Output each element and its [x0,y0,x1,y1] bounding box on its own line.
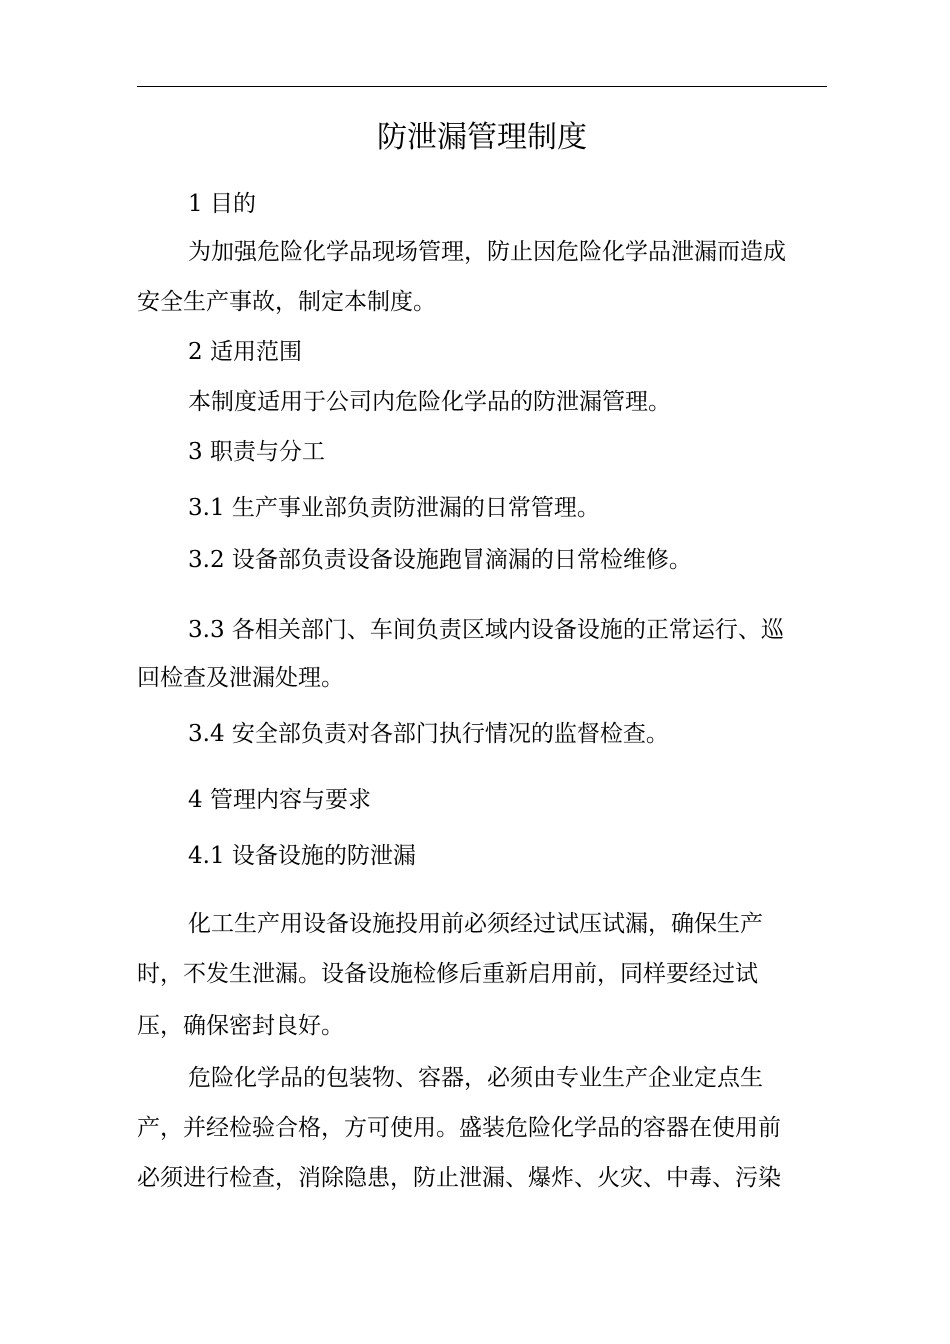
paragraph-line: 产，并经检验合格，方可使用。盛装危险化学品的容器在使用前 [137,1115,781,1141]
heading-purpose: 1 目的 [188,191,256,217]
paragraph-line: 回检查及泄漏处理。 [137,665,344,691]
header-rule [137,86,827,87]
paragraph-line: 化工生产用设备设施投用前必须经过试压试漏，确保生产 [188,911,763,937]
paragraph-line: 安全生产事故，制定本制度。 [137,289,436,315]
heading-scope: 2 适用范围 [188,339,302,365]
paragraph-line: 时，不发生泄漏。设备设施检修后重新启用前，同样要经过试 [137,961,758,987]
heading-requirements: 4 管理内容与要求 [188,787,371,813]
paragraph-line: 3.3 各相关部门、车间负责区域内设备设施的正常运行、巡 [188,617,784,643]
heading-equipment-leak-prevention: 4.1 设备设施的防泄漏 [188,843,416,869]
paragraph-line: 危险化学品的包装物、容器，必须由专业生产企业定点生 [188,1065,763,1091]
heading-responsibilities: 3 职责与分工 [188,439,325,465]
paragraph-line: 3.1 生产事业部负责防泄漏的日常管理。 [188,495,600,521]
paragraph-line: 必须进行检查，消除隐患，防止泄漏、爆炸、火灾、中毒、污染 [137,1165,781,1191]
paragraph-line: 3.4 安全部负责对各部门执行情况的监督检查。 [188,721,669,747]
paragraph-line: 本制度适用于公司内危险化学品的防泄漏管理。 [188,389,671,415]
paragraph-line: 为加强危险化学品现场管理，防止因危险化学品泄漏而造成 [188,239,786,265]
page-title: 防泄漏管理制度 [377,120,587,155]
paragraph-line: 压，确保密封良好。 [137,1013,344,1039]
paragraph-line: 3.2 设备部负责设备设施跑冒滴漏的日常检维修。 [188,547,692,573]
